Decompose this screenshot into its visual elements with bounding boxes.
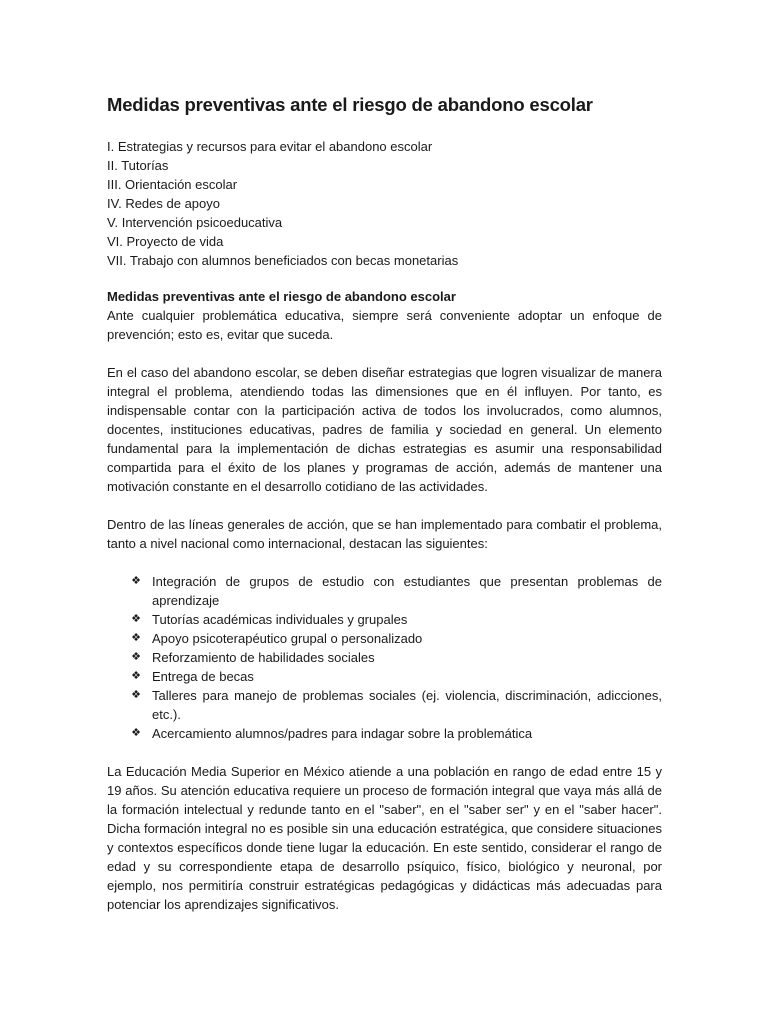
closing-paragraph: La Educación Media Superior en México atiende a una población en rango de edad entre 15 y 19 años. Su atención educativa requiere un proceso de formación integral que vaya más allá de la formación intelectual y redunde tanto en el "saber", en el "saber ser" y en el "saber hacer". Dicha formación integral no es posible sin una educación estratégica, que considere situaciones y contextos específicos donde tiene lugar la educación. En este sentido, considerar el rango de edad y su correspondiente etapa de desarrollo psíquico, físico, biológico y neuronal, por ejemplo, nos permitiría construir estratégicas pedagógicas y didácticas más adecuadas para potenciar los aprendizajes significativos. (107, 764, 662, 912)
toc-item: VII. Trabajo con alumnos beneficiados con becas monetarias (107, 253, 459, 268)
list-item: ❖ Integración de grupos de estudio con estudiantes que presentan problemas de aprendizaje (131, 574, 662, 608)
list-item: ❖ Reforzamiento de habilidades sociales (131, 650, 375, 665)
diamond-bullet-icon: ❖ (131, 689, 141, 701)
table-of-contents (107, 137, 662, 270)
document-page (107, 93, 662, 914)
intro-paragraph: Ante cualquier problemática educativa, siempre será conveniente adoptar un enfoque de prevención; esto es, evitar que suceda. (107, 308, 662, 342)
diamond-bullet-icon: ❖ (131, 632, 141, 644)
page-title: Medidas preventivas ante el riesgo de abandono escolar (107, 94, 593, 115)
action-lines-list (107, 572, 662, 743)
toc-item: III. Orientación escolar (107, 177, 238, 192)
section-heading: Medidas preventivas ante el riesgo de abandono escolar (107, 289, 456, 304)
toc-item: IV. Redes de apoyo (107, 196, 220, 211)
diamond-bullet-icon: ❖ (131, 727, 141, 739)
toc-item: VI. Proyecto de vida (107, 234, 224, 249)
toc-item: V. Intervención psicoeducativa (107, 215, 283, 230)
list-item: ❖ Acercamiento alumnos/padres para indagar sobre la problemática (131, 726, 533, 741)
list-item: ❖ Entrega de becas (131, 669, 254, 684)
body-paragraph: Dentro de las líneas generales de acción, que se han implementado para combatir el problema, tanto a nivel nacional como internacional, destacan las siguientes: (107, 517, 662, 551)
list-item: ❖ Apoyo psicoterapéutico grupal o personalizado (131, 631, 423, 646)
diamond-bullet-icon: ❖ (131, 670, 141, 682)
toc-item: I. Estrategias y recursos para evitar el abandono escolar (107, 139, 433, 154)
list-item: ❖ Talleres para manejo de problemas sociales (ej. violencia, discriminación, adicciones, etc.). (131, 688, 662, 722)
body-paragraph: En el caso del abandono escolar, se deben diseñar estrategias que logren visualizar de manera integral el problema, atendiendo todas las dimensiones que en él influyen. Por tanto, es indispensable contar con la participación activa de todos los involucrados, como alumnos, docentes, instituciones educativas, padres de familia y sociedad en general. Un elemento fundamental para la implementación de dichas estrategias es asumir una responsabilidad compartida para el éxito de los planes y programas de acción, además de mantener una motivación constante en el desarrollo cotidiano de las actividades. (107, 365, 662, 494)
toc-item: II. Tutorías (107, 158, 169, 173)
diamond-bullet-icon: ❖ (131, 613, 141, 625)
list-item: ❖ Tutorías académicas individuales y grupales (131, 612, 408, 627)
diamond-bullet-icon: ❖ (131, 651, 141, 663)
diamond-bullet-icon: ❖ (131, 575, 141, 587)
